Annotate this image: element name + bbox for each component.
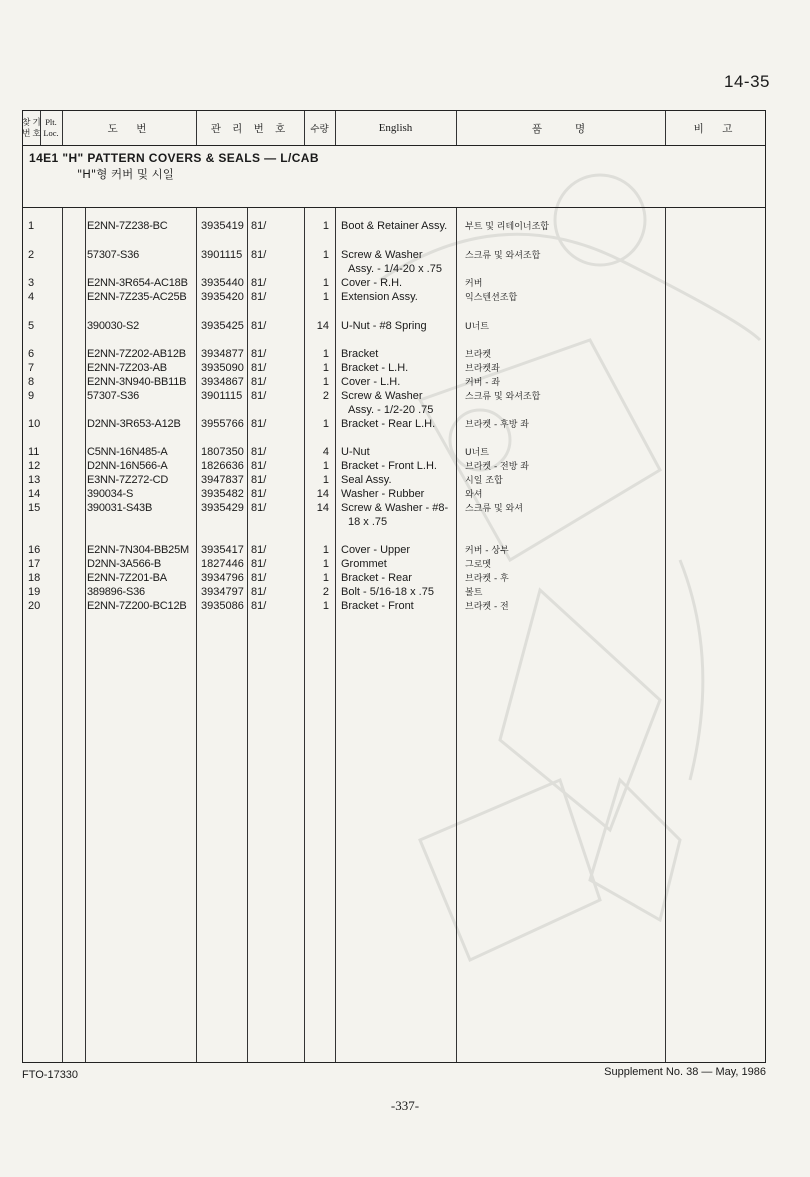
quantity: 1 <box>322 291 329 303</box>
quantity: 14 <box>316 320 329 332</box>
english-name: Extension Assy. <box>341 291 418 303</box>
part-number: E2NN-3N940-BB11B <box>87 376 187 388</box>
control-suffix: 81/ <box>251 220 267 232</box>
item-number: 16 <box>28 544 41 556</box>
control-code: 1826636 <box>201 460 244 472</box>
control-suffix: 81/ <box>251 446 267 458</box>
item-number: 19 <box>28 586 41 598</box>
part-number: 390031-S43B <box>87 502 153 514</box>
part-number: D2NN-3A566-B <box>87 558 162 570</box>
english-name: Bracket - Front L.H. <box>341 460 437 472</box>
control-suffix: 81/ <box>251 544 267 556</box>
control-code: 3935425 <box>201 320 244 332</box>
item-number: 5 <box>28 320 35 332</box>
control-suffix: 81/ <box>251 376 267 388</box>
control-suffix: 81/ <box>251 558 267 570</box>
control-code: 3955766 <box>201 418 244 430</box>
part-number: E2NN-3R654-AC18B <box>87 277 188 289</box>
part-number: E3NN-7Z272-CD <box>87 474 169 486</box>
item-number: 4 <box>28 291 35 303</box>
korean-name: U너트 <box>465 322 489 332</box>
korean-name: 그로멧 <box>465 560 492 570</box>
item-number: 20 <box>28 600 41 612</box>
korean-name: 익스텐션조합 <box>465 293 518 303</box>
quantity: 1 <box>322 418 329 430</box>
page-number: 14-35 <box>724 72 770 91</box>
control-code: 3934867 <box>201 376 244 388</box>
control-suffix: 81/ <box>251 572 267 584</box>
part-number: E2NN-7Z201-BA <box>87 572 167 584</box>
korean-name: U너트 <box>465 448 489 458</box>
quantity: 14 <box>316 502 329 514</box>
part-number: 57307-S36 <box>87 249 140 261</box>
control-suffix: 81/ <box>251 488 267 500</box>
korean-name: 볼트 <box>465 588 483 598</box>
control-code: 3935420 <box>201 291 244 303</box>
supplement-note: Supplement No. 38 — May, 1986 <box>604 1066 766 1078</box>
control-code: 3935086 <box>201 600 244 612</box>
quantity: 4 <box>322 446 329 458</box>
quantity: 1 <box>322 277 329 289</box>
english-name: Bracket - Front <box>341 600 414 612</box>
item-number: 7 <box>28 362 35 374</box>
quantity: 1 <box>322 474 329 486</box>
korean-name: 브라켓 - 전 <box>465 602 509 612</box>
control-code: 1827446 <box>201 558 244 570</box>
part-number: D2NN-16N566-A <box>87 460 168 472</box>
header-qty: 수량 <box>310 124 329 135</box>
control-code: 1807350 <box>201 446 244 458</box>
control-code: 3901115 <box>201 249 243 261</box>
korean-name: 커버 - 상부 <box>465 546 509 556</box>
english-name: Seal Assy. <box>341 474 392 486</box>
control-suffix: 81/ <box>251 418 267 430</box>
header-part-no: 도 번 <box>107 122 151 135</box>
header-code: 관 리 번 호 <box>210 122 290 135</box>
korean-name: 브라켓 - 후방 좌 <box>465 420 529 430</box>
control-code: 3935429 <box>201 502 244 514</box>
korean-name: 시일 조합 <box>465 476 503 486</box>
korean-name: 와셔 <box>465 490 483 500</box>
item-number: 9 <box>28 390 35 402</box>
part-number: 57307-S36 <box>87 390 140 402</box>
quantity: 14 <box>316 488 329 500</box>
part-number: E2NN-7Z238-BC <box>87 220 168 232</box>
korean-name: 커버 - 좌 <box>465 378 501 388</box>
section-subtitle: "H"형 커버 및 시일 <box>77 167 174 181</box>
english-name: Bracket <box>341 348 379 360</box>
header-remarks: 비 고 <box>693 122 737 135</box>
quantity: 1 <box>322 249 329 261</box>
english-name-continued: Assy. - 1/4-20 x .75 <box>348 263 442 275</box>
page-footer-number: -337- <box>390 1098 420 1113</box>
english-name: Washer - Rubber <box>341 488 425 500</box>
korean-name: 부트 및 리테이너조합 <box>465 222 549 232</box>
english-name: Bracket - Rear L.H. <box>341 418 436 430</box>
korean-name: 스크류 및 와셔조합 <box>465 392 541 402</box>
part-number: E2NN-7Z200-BC12B <box>87 600 187 612</box>
control-code: 3935417 <box>201 544 244 556</box>
control-suffix: 81/ <box>251 320 267 332</box>
part-number: E2NN-7Z202-AB12B <box>87 348 186 360</box>
item-number: 17 <box>28 558 41 570</box>
control-code: 3947837 <box>201 474 244 486</box>
korean-name: 브라켓좌 <box>465 364 500 374</box>
part-number: E2NN-7Z203-AB <box>87 362 167 374</box>
english-name: Grommet <box>341 558 387 570</box>
header-korean: 품 명 <box>531 122 590 135</box>
control-code: 3935090 <box>201 362 244 374</box>
quantity: 1 <box>322 544 329 556</box>
item-number: 8 <box>28 376 35 388</box>
item-number: 14 <box>28 488 41 500</box>
korean-name: 브라켓 - 후 <box>465 574 509 584</box>
english-name: Cover - L.H. <box>341 376 401 388</box>
part-number: E2NN-7N304-BB25M <box>87 544 189 556</box>
control-suffix: 81/ <box>251 460 267 472</box>
control-code: 3935440 <box>201 277 244 289</box>
quantity: 1 <box>322 572 329 584</box>
document-code: FTO-17330 <box>22 1069 79 1081</box>
korean-name: 커버 <box>465 279 483 289</box>
english-name: Screw & Washer - #8- <box>341 502 449 514</box>
control-code: 3934877 <box>201 348 244 360</box>
item-number: 6 <box>28 348 35 360</box>
header-plt-loc: Plt. Loc. <box>43 117 59 138</box>
control-code: 3934797 <box>201 586 244 598</box>
quantity: 1 <box>322 558 329 570</box>
section-title: 14E1 "H" PATTERN COVERS & SEALS — L/CAB <box>29 151 319 165</box>
control-code: 3901115 <box>201 390 243 402</box>
quantity: 1 <box>322 376 329 388</box>
english-name: Bracket - Rear <box>341 572 412 584</box>
item-number: 3 <box>28 277 35 289</box>
korean-name: 스크류 및 와셔조합 <box>465 251 541 261</box>
korean-name: 브라켓 - 전방 좌 <box>465 462 529 472</box>
quantity: 1 <box>322 220 329 232</box>
control-suffix: 81/ <box>251 277 267 289</box>
part-number: D2NN-3R653-A12B <box>87 418 181 430</box>
control-suffix: 81/ <box>251 390 267 402</box>
english-name-continued: 18 x .75 <box>348 516 388 528</box>
control-suffix: 81/ <box>251 249 267 261</box>
quantity: 1 <box>322 600 329 612</box>
item-number: 2 <box>28 249 35 261</box>
control-suffix: 81/ <box>251 348 267 360</box>
korean-name: 스크류 및 와셔 <box>465 504 523 514</box>
english-name: Cover - R.H. <box>341 277 403 289</box>
english-name: U-Nut - #8 Spring <box>341 320 427 332</box>
control-code: 3935419 <box>201 220 244 232</box>
quantity: 2 <box>322 390 329 402</box>
english-name: U-Nut <box>341 446 370 458</box>
english-name: Screw & Washer <box>341 249 423 261</box>
part-number: 390030-S2 <box>87 320 140 332</box>
part-number: 389896-S36 <box>87 586 145 598</box>
control-suffix: 81/ <box>251 586 267 598</box>
item-number: 10 <box>28 418 41 430</box>
quantity: 1 <box>322 362 329 374</box>
quantity: 1 <box>322 348 329 360</box>
control-suffix: 81/ <box>251 474 267 486</box>
item-number: 1 <box>28 220 35 232</box>
control-code: 3934796 <box>201 572 244 584</box>
control-suffix: 81/ <box>251 291 267 303</box>
item-number: 12 <box>28 460 41 472</box>
header-english: English <box>378 122 413 134</box>
english-name: Bracket - L.H. <box>341 362 409 374</box>
quantity: 2 <box>322 586 329 598</box>
item-number: 13 <box>28 474 41 486</box>
control-code: 3935482 <box>201 488 244 500</box>
korean-name: 브라켓 <box>465 350 492 360</box>
part-number: C5NN-16N485-A <box>87 446 168 458</box>
control-suffix: 81/ <box>251 600 267 612</box>
item-number: 15 <box>28 502 41 514</box>
english-name-continued: Assy. - 1/2-20 .75 <box>348 404 434 416</box>
english-name: Boot & Retainer Assy. <box>341 220 448 232</box>
header-index: 찾 기 번 호 <box>22 117 41 138</box>
part-number: 390034-S <box>87 488 134 500</box>
control-suffix: 81/ <box>251 362 267 374</box>
part-number: E2NN-7Z235-AC25B <box>87 291 187 303</box>
item-number: 11 <box>28 446 40 458</box>
english-name: Screw & Washer <box>341 390 423 402</box>
english-name: Bolt - 5/16-18 x .75 <box>341 586 434 598</box>
control-suffix: 81/ <box>251 502 267 514</box>
quantity: 1 <box>322 460 329 472</box>
english-name: Cover - Upper <box>341 544 411 556</box>
item-number: 18 <box>28 572 41 584</box>
parts-table <box>22 110 766 1063</box>
